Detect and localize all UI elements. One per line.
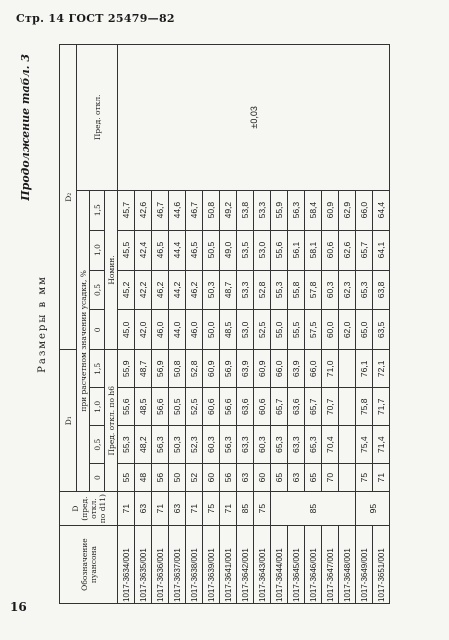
d-cell: 71 bbox=[118, 492, 135, 526]
d1-cell: 48,2 bbox=[135, 426, 152, 464]
d2-cell: 66,0 bbox=[356, 190, 373, 230]
shrink-header-d1-0: 0 bbox=[90, 464, 105, 492]
d2-cell: 52,5 bbox=[254, 310, 271, 350]
d1-cell: 52 bbox=[186, 464, 203, 492]
d2-cell: 58,1 bbox=[305, 230, 322, 270]
d1-cell: 75,8 bbox=[356, 388, 373, 426]
d2-cell: 55,9 bbox=[271, 190, 288, 230]
shrink-header-d1-3: 1,5 bbox=[90, 350, 105, 388]
d2-cell: 53,5 bbox=[237, 230, 254, 270]
d1-cell: 52,5 bbox=[186, 388, 203, 426]
d1-cell: 60,6 bbox=[254, 388, 271, 426]
designation-cell: 1017-3643/001 bbox=[254, 526, 271, 604]
designation-cell: 1017-3645/001 bbox=[288, 526, 305, 604]
d1-cell: 70 bbox=[322, 464, 339, 492]
d2-cell: 60,3 bbox=[322, 270, 339, 310]
d2-cell: 46,0 bbox=[152, 310, 169, 350]
d2-cell: 46,0 bbox=[186, 310, 203, 350]
d2-cell: 56,3 bbox=[288, 190, 305, 230]
tolerance-h6-header: Пред. откл. по h6 bbox=[105, 350, 118, 492]
d2-cell: 55,8 bbox=[288, 270, 305, 310]
d2-cell: 55,3 bbox=[271, 270, 288, 310]
d1-cell bbox=[339, 464, 356, 492]
d1-cell: 56,9 bbox=[220, 350, 237, 388]
d2-cell: 53,3 bbox=[254, 190, 271, 230]
designation-cell: 1017-3647/001 bbox=[322, 526, 339, 604]
d1-cell: 56 bbox=[220, 464, 237, 492]
d1-cell: 63,3 bbox=[288, 426, 305, 464]
d2-cell: 53,8 bbox=[237, 190, 254, 230]
d1-cell: 75 bbox=[356, 464, 373, 492]
d1-cell: 60,3 bbox=[203, 426, 220, 464]
shrink-header-d2-2: 1,0 bbox=[90, 230, 105, 270]
nominal-header: Номин. bbox=[105, 190, 118, 350]
d1-cell: 70,7 bbox=[322, 388, 339, 426]
d2-cell: 63,5 bbox=[373, 310, 390, 350]
d2-cell: 53,0 bbox=[254, 230, 271, 270]
d1-cell: 48 bbox=[135, 464, 152, 492]
designation-cell: 1017-3651/001 bbox=[373, 526, 390, 604]
d2-cell: 49,0 bbox=[220, 230, 237, 270]
d1-cell: 63,6 bbox=[237, 388, 254, 426]
d2-cell: 53,0 bbox=[237, 310, 254, 350]
d1-cell: 50,3 bbox=[169, 426, 186, 464]
d1-cell: 63,9 bbox=[237, 350, 254, 388]
d-cell: 75 bbox=[254, 492, 271, 526]
d1-cell: 71,7 bbox=[373, 388, 390, 426]
d1-cell: 63 bbox=[288, 464, 305, 492]
d2-cell: 48,5 bbox=[220, 310, 237, 350]
col-d-header: D (пред. откл. по d11) bbox=[60, 492, 118, 526]
page-number: 16 bbox=[10, 600, 27, 614]
d2-cell: 65,0 bbox=[356, 310, 373, 350]
d1-cell: 71 bbox=[373, 464, 390, 492]
d-cell: 71 bbox=[186, 492, 203, 526]
d1-cell: 65,7 bbox=[271, 388, 288, 426]
at-calc-header: при расчетном значении усадки, % bbox=[77, 190, 90, 491]
d1-cell: 50,5 bbox=[169, 388, 186, 426]
designation-cell: 1017-3648/001 bbox=[339, 526, 356, 604]
d-cell: 95 bbox=[356, 492, 390, 526]
d1-cell: 56,6 bbox=[220, 388, 237, 426]
d2-cell: 60,9 bbox=[322, 190, 339, 230]
designation-cell: 1017-3639/001 bbox=[203, 526, 220, 604]
designation-cell: 1017-3635/001 bbox=[135, 526, 152, 604]
d2-cell: 49,2 bbox=[220, 190, 237, 230]
col-designation-header: Обозначение пуансона bbox=[60, 526, 118, 604]
d1-cell: 56 bbox=[152, 464, 169, 492]
shrink-header-d2-3: 1,5 bbox=[90, 190, 105, 230]
d1-cell: 55,6 bbox=[118, 388, 135, 426]
d1-cell: 60,9 bbox=[203, 350, 220, 388]
d2-cell: 46,5 bbox=[186, 230, 203, 270]
d2-cell: 44,0 bbox=[169, 310, 186, 350]
d2-cell: 50,8 bbox=[203, 190, 220, 230]
d1-cell: 60 bbox=[254, 464, 271, 492]
shrink-header-d1-1: 0,5 bbox=[90, 426, 105, 464]
d1-cell: 56,3 bbox=[152, 426, 169, 464]
d1-cell: 66,0 bbox=[271, 350, 288, 388]
designation-cell: 1017-3646/001 bbox=[305, 526, 322, 604]
d1-cell bbox=[339, 426, 356, 464]
d2-cell: 50,0 bbox=[203, 310, 220, 350]
d2-cell: 55,5 bbox=[288, 310, 305, 350]
d2-cell: 50,3 bbox=[203, 270, 220, 310]
d2-cell: 62,0 bbox=[339, 310, 356, 350]
d1-cell: 60,3 bbox=[254, 426, 271, 464]
d2-cell: 45,5 bbox=[118, 230, 135, 270]
designation-cell: 1017-3644/001 bbox=[271, 526, 288, 604]
d1-cell: 48,5 bbox=[135, 388, 152, 426]
table-row bbox=[118, 45, 135, 604]
rotated-table-area bbox=[19, 44, 429, 604]
d2-cell: 53,3 bbox=[237, 270, 254, 310]
d1-cell: 63,3 bbox=[237, 426, 254, 464]
d1-cell: 56,9 bbox=[152, 350, 169, 388]
d1-cell: 50 bbox=[169, 464, 186, 492]
designation-cell: 1017-3649/001 bbox=[356, 526, 373, 604]
d1-cell: 63,6 bbox=[288, 388, 305, 426]
dimensions-caption: Размеры в мм bbox=[37, 275, 48, 373]
page-header: Стр. 14 ГОСТ 25479—82 bbox=[16, 12, 175, 25]
d-cell: 85 bbox=[237, 492, 254, 526]
col-d1-header: D₁ bbox=[60, 350, 77, 492]
pred-otkl-header: Пред. откл. bbox=[77, 45, 118, 191]
d1-cell bbox=[339, 350, 356, 388]
d1-cell: 56,3 bbox=[220, 426, 237, 464]
d1-cell: 72,1 bbox=[373, 350, 390, 388]
d2-cell: 57,5 bbox=[305, 310, 322, 350]
d2-cell: 48,7 bbox=[220, 270, 237, 310]
d1-cell: 55,3 bbox=[118, 426, 135, 464]
d2-cell: 42,2 bbox=[135, 270, 152, 310]
d2-cell: 42,0 bbox=[135, 310, 152, 350]
d1-cell: 60 bbox=[203, 464, 220, 492]
d-cell: 85 bbox=[271, 492, 356, 526]
d2-cell: 55,0 bbox=[271, 310, 288, 350]
d2-cell: 60,0 bbox=[322, 310, 339, 350]
d2-cell: 42,6 bbox=[135, 190, 152, 230]
d1-cell: 71,0 bbox=[322, 350, 339, 388]
shrink-header-d2-0: 0 bbox=[90, 310, 105, 350]
d1-cell: 52,3 bbox=[186, 426, 203, 464]
d2-cell: 50,5 bbox=[203, 230, 220, 270]
col-d2-header: D₂ bbox=[60, 45, 77, 350]
d1-cell: 60,9 bbox=[254, 350, 271, 388]
d2-cell: 44,6 bbox=[169, 190, 186, 230]
d-cell: 71 bbox=[220, 492, 237, 526]
d2-cell: 55,6 bbox=[271, 230, 288, 270]
d-cell: 63 bbox=[169, 492, 186, 526]
d1-cell: 56,6 bbox=[152, 388, 169, 426]
tolerance-cell: ±0,03 bbox=[118, 45, 390, 191]
d1-cell: 60,6 bbox=[203, 388, 220, 426]
d2-cell: 62,9 bbox=[339, 190, 356, 230]
designation-cell: 1017-3642/001 bbox=[237, 526, 254, 604]
d2-cell: 45,0 bbox=[118, 310, 135, 350]
d2-cell: 64,4 bbox=[373, 190, 390, 230]
d2-cell: 46,7 bbox=[186, 190, 203, 230]
d-cell: 71 bbox=[152, 492, 169, 526]
d2-cell: 46,5 bbox=[152, 230, 169, 270]
d2-cell: 63,8 bbox=[373, 270, 390, 310]
d1-cell: 52,8 bbox=[186, 350, 203, 388]
d2-cell: 57,8 bbox=[305, 270, 322, 310]
d1-cell: 75,4 bbox=[356, 426, 373, 464]
d1-cell bbox=[339, 388, 356, 426]
d1-cell: 63 bbox=[237, 464, 254, 492]
dimensions-table bbox=[59, 44, 390, 604]
d1-cell: 55 bbox=[118, 464, 135, 492]
d2-cell: 64,1 bbox=[373, 230, 390, 270]
d2-cell: 46,2 bbox=[152, 270, 169, 310]
d2-cell: 45,2 bbox=[118, 270, 135, 310]
d2-cell: 65,7 bbox=[356, 230, 373, 270]
d2-cell: 60,6 bbox=[322, 230, 339, 270]
d1-cell: 66,0 bbox=[305, 350, 322, 388]
d1-cell: 65,7 bbox=[305, 388, 322, 426]
d1-cell: 65 bbox=[305, 464, 322, 492]
designation-cell: 1017-3636/001 bbox=[152, 526, 169, 604]
d2-cell: 65,3 bbox=[356, 270, 373, 310]
d-cell: 63 bbox=[135, 492, 152, 526]
d1-cell: 65,3 bbox=[305, 426, 322, 464]
d1-cell: 48,7 bbox=[135, 350, 152, 388]
d-cell: 75 bbox=[203, 492, 220, 526]
d1-cell: 76,1 bbox=[356, 350, 373, 388]
d2-cell: 42,4 bbox=[135, 230, 152, 270]
d1-cell: 70,4 bbox=[322, 426, 339, 464]
shrink-header-d1-2: 1,0 bbox=[90, 388, 105, 426]
d2-cell: 58,4 bbox=[305, 190, 322, 230]
d2-cell: 46,7 bbox=[152, 190, 169, 230]
d2-cell: 45,7 bbox=[118, 190, 135, 230]
shrink-header-d2-1: 0,5 bbox=[90, 270, 105, 310]
d2-cell: 56,1 bbox=[288, 230, 305, 270]
d2-cell: 44,4 bbox=[169, 230, 186, 270]
d2-cell: 62,3 bbox=[339, 270, 356, 310]
designation-cell: 1017-3641/001 bbox=[220, 526, 237, 604]
d2-cell: 44,2 bbox=[169, 270, 186, 310]
d1-cell: 65,3 bbox=[271, 426, 288, 464]
designation-cell: 1017-3638/001 bbox=[186, 526, 203, 604]
d2-cell: 52,8 bbox=[254, 270, 271, 310]
d1-cell: 55,9 bbox=[118, 350, 135, 388]
continuation-label: Продолжение табл. 3 bbox=[19, 54, 32, 201]
designation-cell: 1017-3637/001 bbox=[169, 526, 186, 604]
designation-cell: 1017-3634/001 bbox=[118, 526, 135, 604]
d1-cell: 50,8 bbox=[169, 350, 186, 388]
d2-cell: 62,6 bbox=[339, 230, 356, 270]
d2-cell: 46,2 bbox=[186, 270, 203, 310]
d1-cell: 63,9 bbox=[288, 350, 305, 388]
d1-cell: 65 bbox=[271, 464, 288, 492]
d1-cell: 71,4 bbox=[373, 426, 390, 464]
